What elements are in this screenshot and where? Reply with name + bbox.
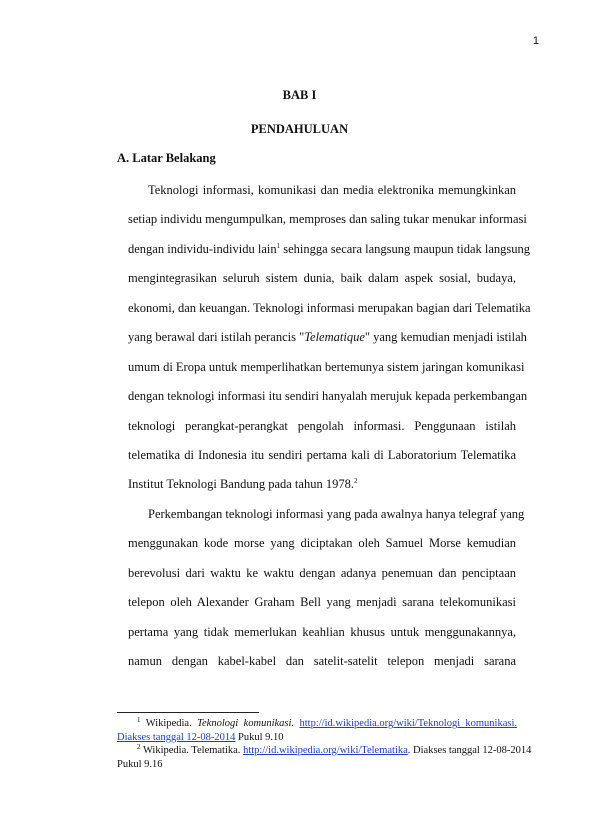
footnote-1 xyxy=(117,717,517,731)
text-run: " yang kemudian menjadi istilah xyxy=(364,330,527,345)
footnote-link[interactable]: http://id.wikipedia.org/wiki/Teknologi_komunikasi. xyxy=(299,718,518,729)
text-run: Institut Teknologi Bandung pada tahun 1978. xyxy=(128,477,354,492)
text-run: yang berawal dari istilah perancis " xyxy=(128,330,305,345)
paragraph-line: telematika di Indonesia itu sendiri pertama kali di Laboratorium Telematika xyxy=(128,447,516,462)
paragraph-line: menggunakan kode morse yang diciptakan oleh Samuel Morse kemudian xyxy=(128,536,516,551)
paragraph-line: teknologi perangkat-perangkat pengolah informasi. Penggunaan istilah xyxy=(128,418,516,433)
paragraph-line: berevolusi dari waktu ke waktu dengan adanya penemuan dan penciptaan xyxy=(128,565,516,580)
paragraph-line: mengintegrasikan seluruh sistem dunia, baik dalam aspek sosial, budaya, xyxy=(128,271,516,286)
paragraph-line: setiap individu mengumpulkan, memproses dan saling tukar menukar informasi xyxy=(128,212,527,227)
paragraph-line: namun dengan kabel-kabel dan satelit-satelit telepon menjadi sarana xyxy=(128,654,516,668)
paragraph-line: telepon oleh Alexander Graham Bell yang menjadi sarana telekomunikasi xyxy=(128,595,516,610)
page-number: 1 xyxy=(532,35,539,47)
italic-term: Telematique xyxy=(304,330,365,345)
text-run: sehingga secara langsung maupun tidak langsung xyxy=(280,241,531,256)
body-text xyxy=(128,176,531,676)
footnote-source: Wikipedia. xyxy=(145,718,192,729)
footnote-2-cont: Pukul 9.16 xyxy=(117,758,163,770)
footnote-link-cont[interactable]: Diakses tanggal 12-08-2014 xyxy=(117,731,236,743)
footnote-mark: 1 xyxy=(137,716,141,724)
paragraph-line: pertama yang tidak memerlukan keahlian khusus untuk menggunakannya, xyxy=(128,624,516,639)
footnote-link[interactable]: http://id.wikipedia.org/wiki/Telematika xyxy=(243,745,408,756)
paragraph-line: ekonomi, dan keuangan. Teknologi informasi merupakan bagian dari Telematika xyxy=(128,300,531,315)
footnote-ref-1[interactable]: 1 xyxy=(276,241,281,250)
footnote-separator xyxy=(117,712,259,713)
chapter-heading: BAB I xyxy=(282,88,317,102)
paragraph-line: Perkembangan teknologi informasi yang pada awalnya hanya telegraf yang xyxy=(148,506,525,521)
footnote-mark: 2 xyxy=(137,743,141,751)
paragraph-line: dengan teknologi informasi itu sendiri hanyalah merujuk kepada perkembangan xyxy=(128,389,528,404)
footnote-2 xyxy=(117,743,532,758)
paragraph-line: umum di Eropa untuk memperlihatkan bertemunya sistem jaringan komunikasi xyxy=(128,359,525,374)
paragraph-line xyxy=(128,323,527,352)
footnote-time: Pukul 9.10 xyxy=(235,731,284,743)
footnote-source: Wikipedia. Telematika. xyxy=(142,745,241,756)
footnote-accessed: . Diakses tanggal 12-08-2014 xyxy=(407,745,532,756)
footnote-title: Teknologi komunikasi. xyxy=(197,718,295,729)
footnote-ref-2[interactable]: 2 xyxy=(353,477,358,486)
footnote-1-cont xyxy=(117,731,517,745)
text-run: dengan individu-individu lain xyxy=(128,241,277,256)
footnotes xyxy=(117,716,532,771)
paragraph-line: Teknologi informasi, komunikasi dan media elektronika memungkinkan xyxy=(148,183,516,197)
paragraph-line xyxy=(128,235,531,264)
paragraph-line xyxy=(128,470,516,499)
section-heading: A. Latar Belakang xyxy=(117,151,216,165)
chapter-title: PENDAHULUAN xyxy=(250,122,349,136)
